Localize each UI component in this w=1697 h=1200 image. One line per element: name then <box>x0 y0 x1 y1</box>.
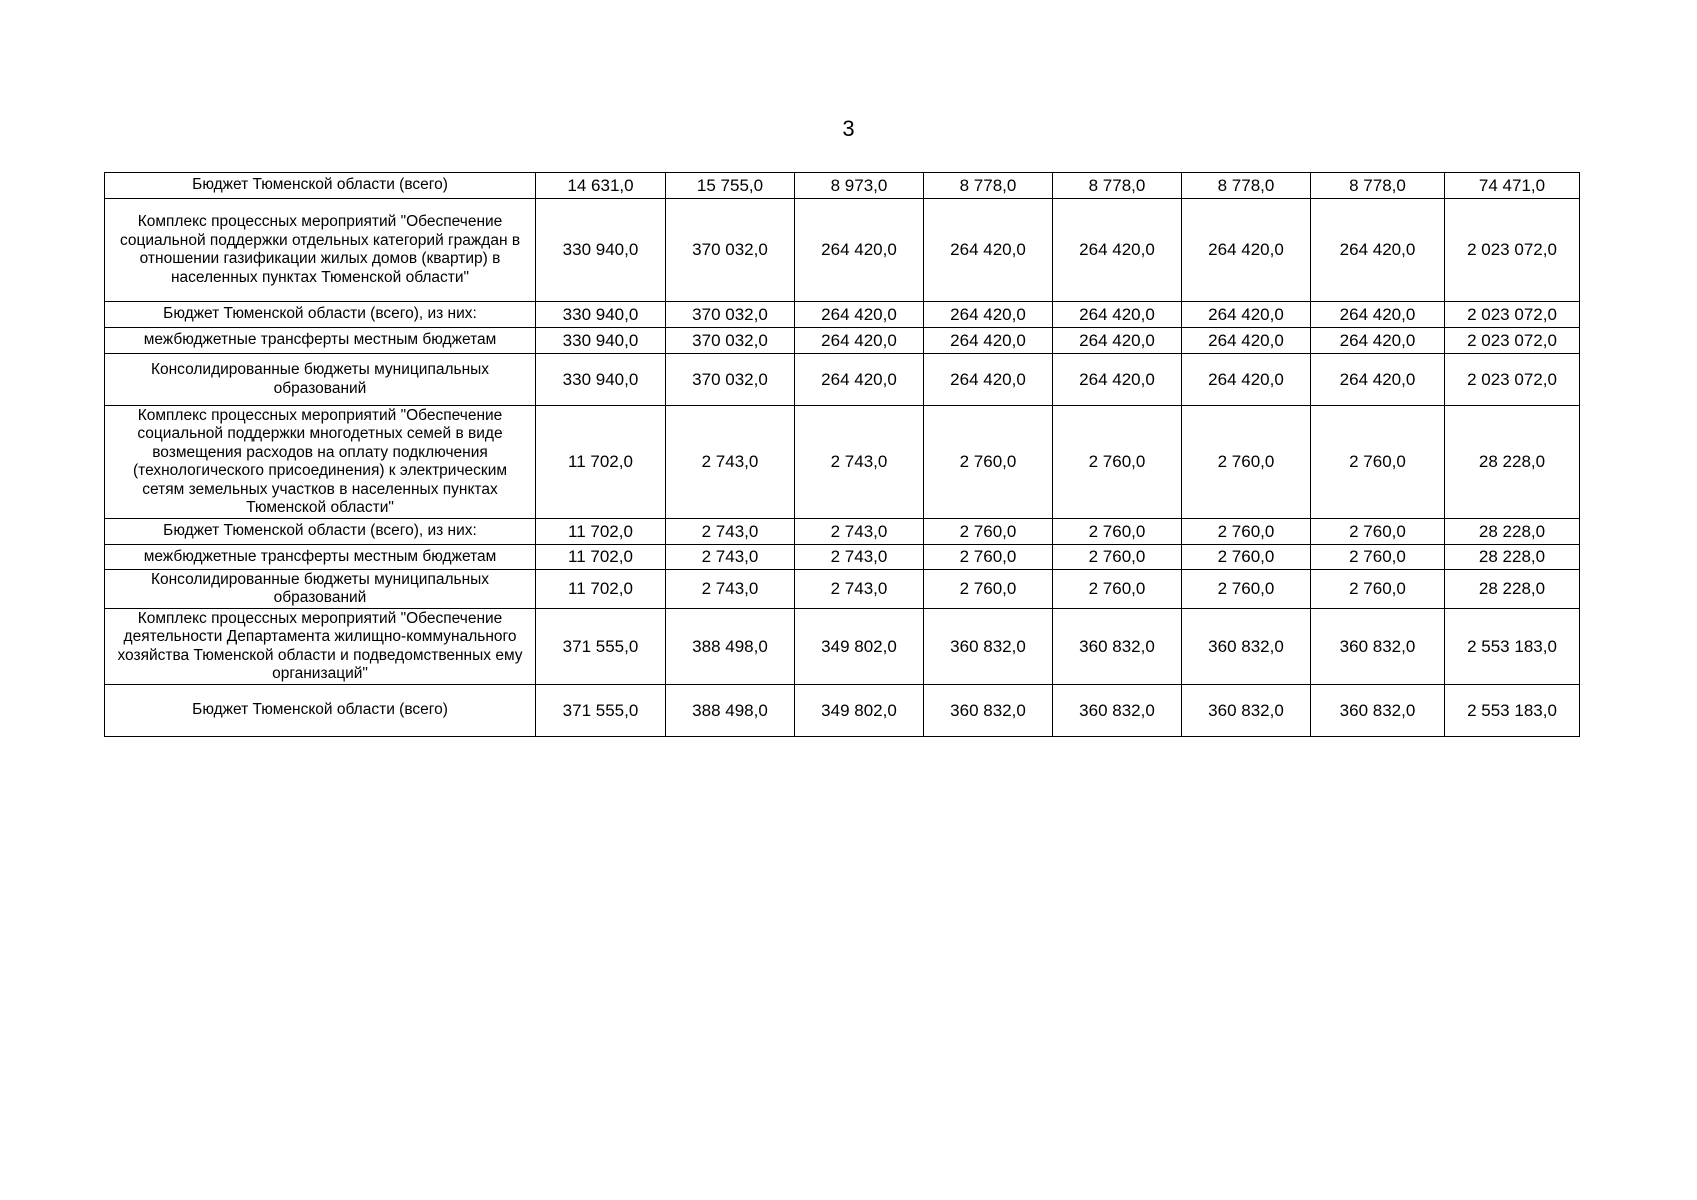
table-cell: 360 832,0 <box>1053 609 1182 685</box>
table-cell: 8 973,0 <box>795 173 924 199</box>
table-cell: 264 420,0 <box>795 302 924 328</box>
table-cell: 2 023 072,0 <box>1445 302 1580 328</box>
table-cell: 2 760,0 <box>1311 406 1445 519</box>
table-cell: 264 420,0 <box>1182 328 1311 354</box>
table-cell: 2 760,0 <box>1182 570 1311 609</box>
table-cell: 2 743,0 <box>795 570 924 609</box>
table-cell: 2 760,0 <box>1311 519 1445 545</box>
table-cell: 28 228,0 <box>1445 570 1580 609</box>
table-cell: 360 832,0 <box>1311 685 1445 737</box>
table-cell: 264 420,0 <box>924 354 1053 406</box>
table-cell: 264 420,0 <box>924 199 1053 302</box>
page-number: 3 <box>842 116 855 141</box>
table-cell: 2 760,0 <box>1182 545 1311 570</box>
table-cell: 264 420,0 <box>1311 328 1445 354</box>
table-cell: 2 743,0 <box>795 406 924 519</box>
table-cell: 264 420,0 <box>795 354 924 406</box>
table-cell: 264 420,0 <box>924 302 1053 328</box>
table-cell: 2 760,0 <box>1182 519 1311 545</box>
row-label: Бюджет Тюменской области (всего), из них: <box>105 519 536 545</box>
table-cell: 2 743,0 <box>795 545 924 570</box>
table-cell: 2 743,0 <box>666 406 795 519</box>
budget-table <box>104 172 1580 737</box>
table-cell: 2 023 072,0 <box>1445 354 1580 406</box>
table-cell: 8 778,0 <box>1053 173 1182 199</box>
table-cell: 2 743,0 <box>666 519 795 545</box>
table-cell: 11 702,0 <box>536 406 666 519</box>
table-cell: 2 760,0 <box>1053 545 1182 570</box>
table-row <box>105 609 1580 685</box>
table-cell: 264 420,0 <box>1053 199 1182 302</box>
table-cell: 2 743,0 <box>666 545 795 570</box>
table-cell: 360 832,0 <box>924 685 1053 737</box>
table-cell: 330 940,0 <box>536 199 666 302</box>
row-label: Комплекс процессных мероприятий "Обеспечение деятельности Департамента жилищно-коммунального хозяйства Тюменской области и подведомственных ему организаций" <box>105 609 536 685</box>
table-row <box>105 328 1580 354</box>
table-cell: 264 420,0 <box>1311 302 1445 328</box>
table-cell: 370 032,0 <box>666 354 795 406</box>
table-cell: 28 228,0 <box>1445 519 1580 545</box>
table-cell: 2 760,0 <box>924 570 1053 609</box>
table-cell: 264 420,0 <box>1182 354 1311 406</box>
table-cell: 2 023 072,0 <box>1445 328 1580 354</box>
table-cell: 371 555,0 <box>536 685 666 737</box>
row-label: Комплекс процессных мероприятий "Обеспечение социальной поддержки многодетных семей в виде возмещения расходов на оплату подключения (технологического присоединения) к электрическим сетям земельных участков в населенных пунктах Тюменской области" <box>105 406 536 519</box>
row-label: Бюджет Тюменской области (всего) <box>105 685 536 737</box>
table-cell: 264 420,0 <box>1053 302 1182 328</box>
table-cell: 11 702,0 <box>536 519 666 545</box>
table-cell: 360 832,0 <box>924 609 1053 685</box>
table-cell: 28 228,0 <box>1445 406 1580 519</box>
table-cell: 2 760,0 <box>924 519 1053 545</box>
table-cell: 330 940,0 <box>536 328 666 354</box>
table-cell: 264 420,0 <box>1182 199 1311 302</box>
table-cell: 264 420,0 <box>1053 328 1182 354</box>
table-cell: 11 702,0 <box>536 570 666 609</box>
table-row <box>105 685 1580 737</box>
table-row <box>105 570 1580 609</box>
table-row <box>105 354 1580 406</box>
table-cell: 14 631,0 <box>536 173 666 199</box>
table-cell: 2 760,0 <box>924 406 1053 519</box>
table-cell: 2 023 072,0 <box>1445 199 1580 302</box>
table-cell: 330 940,0 <box>536 302 666 328</box>
table-cell: 264 420,0 <box>795 199 924 302</box>
table-cell: 349 802,0 <box>795 685 924 737</box>
table-cell: 370 032,0 <box>666 302 795 328</box>
table-cell: 370 032,0 <box>666 199 795 302</box>
table-cell: 370 032,0 <box>666 328 795 354</box>
table-row <box>105 302 1580 328</box>
table-cell: 388 498,0 <box>666 685 795 737</box>
table-cell: 264 420,0 <box>1053 354 1182 406</box>
table-cell: 2 760,0 <box>1311 545 1445 570</box>
table-cell: 264 420,0 <box>795 328 924 354</box>
table-row <box>105 173 1580 199</box>
row-label: Бюджет Тюменской области (всего) <box>105 173 536 199</box>
table-cell: 2 760,0 <box>1053 570 1182 609</box>
row-label: межбюджетные трансферты местным бюджетам <box>105 545 536 570</box>
table-cell: 264 420,0 <box>1182 302 1311 328</box>
table-cell: 8 778,0 <box>1311 173 1445 199</box>
row-label: Консолидированные бюджеты муниципальных образований <box>105 354 536 406</box>
row-label: Комплекс процессных мероприятий "Обеспечение социальной поддержки отдельных категорий граждан в отношении газификации жилых домов (квартир) в населенных пунктах Тюменской области" <box>105 199 536 302</box>
row-label: Бюджет Тюменской области (всего), из них: <box>105 302 536 328</box>
table-cell: 2 760,0 <box>924 545 1053 570</box>
table-cell: 2 553 183,0 <box>1445 685 1580 737</box>
table-cell: 11 702,0 <box>536 545 666 570</box>
table-cell: 74 471,0 <box>1445 173 1580 199</box>
table-cell: 264 420,0 <box>1311 354 1445 406</box>
table-cell: 360 832,0 <box>1053 685 1182 737</box>
table-cell: 2 760,0 <box>1053 519 1182 545</box>
table-cell: 330 940,0 <box>536 354 666 406</box>
table-cell: 2 553 183,0 <box>1445 609 1580 685</box>
table-cell: 2 743,0 <box>795 519 924 545</box>
table-cell: 360 832,0 <box>1182 685 1311 737</box>
row-label: Консолидированные бюджеты муниципальных образований <box>105 570 536 609</box>
table-cell: 15 755,0 <box>666 173 795 199</box>
table-row <box>105 545 1580 570</box>
table-row <box>105 519 1580 545</box>
table-cell: 2 760,0 <box>1053 406 1182 519</box>
table-cell: 264 420,0 <box>924 328 1053 354</box>
table-cell: 264 420,0 <box>1311 199 1445 302</box>
row-label: межбюджетные трансферты местным бюджетам <box>105 328 536 354</box>
table-cell: 360 832,0 <box>1311 609 1445 685</box>
table-cell: 349 802,0 <box>795 609 924 685</box>
table-cell: 388 498,0 <box>666 609 795 685</box>
table-cell: 2 760,0 <box>1182 406 1311 519</box>
table-cell: 28 228,0 <box>1445 545 1580 570</box>
table-row <box>105 406 1580 519</box>
table-cell: 8 778,0 <box>1182 173 1311 199</box>
table-cell: 360 832,0 <box>1182 609 1311 685</box>
table-cell: 2 760,0 <box>1311 570 1445 609</box>
table-row <box>105 199 1580 302</box>
table-cell: 8 778,0 <box>924 173 1053 199</box>
table-cell: 2 743,0 <box>666 570 795 609</box>
table-cell: 371 555,0 <box>536 609 666 685</box>
